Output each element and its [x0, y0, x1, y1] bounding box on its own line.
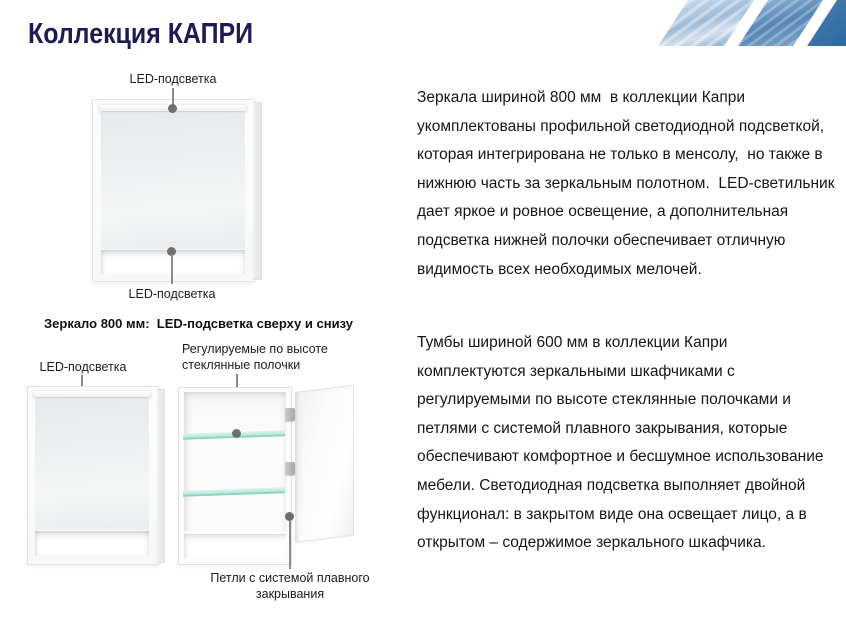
led-strip-top	[34, 391, 150, 397]
cabinet-body	[178, 387, 292, 565]
callout-label-led: LED-подсветка	[39, 360, 127, 374]
cabinet-interior	[184, 392, 286, 531]
callout-dot	[232, 429, 241, 438]
mirror-side-panel	[253, 102, 262, 280]
page-title: Коллекция КАПРИ	[28, 18, 254, 50]
callout-dot	[168, 104, 177, 113]
figure-caption: Зеркало 800 мм: LED-подсветка сверху и снизу	[44, 316, 353, 331]
callout-line	[172, 88, 174, 105]
mirror-surface	[35, 399, 149, 530]
callout-line	[171, 254, 173, 284]
hinge-icon	[285, 462, 295, 475]
callout-label-led-top: LED-подсветка	[129, 72, 217, 86]
mirror-bottom-shelf	[35, 531, 149, 556]
mirror-surface	[101, 113, 245, 249]
cabinet-door	[295, 385, 354, 543]
water-strip-light	[658, 0, 754, 46]
callout-label-led-bottom: LED-подсветка	[128, 287, 216, 301]
callout-label-hinges: Петли с системой плавного закрывания	[210, 571, 374, 601]
mirror-side-panel	[157, 389, 165, 563]
callout-label-glass-shelves: Регулируемые по высоте стеклянные полочки	[182, 342, 332, 372]
cabinet-bottom-shelf	[184, 534, 286, 558]
hinge-icon	[285, 408, 295, 421]
callout-line	[289, 521, 291, 569]
callout-dot	[285, 512, 294, 521]
body-paragraph-2: Тумбы шириной 600 мм в коллекции Капри комплектуются зеркальными шкафчиками с регулируемыми по высоте стеклянные полочками и петлями с системой плавного закрывания, которые обеспечивают комфортное и бесшумное использование мебели. Светодиодная подсветка выполняет двойной функционал: в закрытом виде она освещает лицо, а в открытом – содержимое зеркального шкафчика.	[417, 334, 828, 552]
body-paragraph-1: Зеркала шириной 800 мм в коллекции Капри укомплектованы профильной светодиодной подсветкой, которая интегрирована не только в менсолу, но также в нижнюю часть за зеркальным полотном. LED-светильник дает яркое и ровное освещение, а дополнительная подсветка нижней полочки обеспечивает отличную видимость всех необходимых мелочей.	[417, 89, 839, 278]
